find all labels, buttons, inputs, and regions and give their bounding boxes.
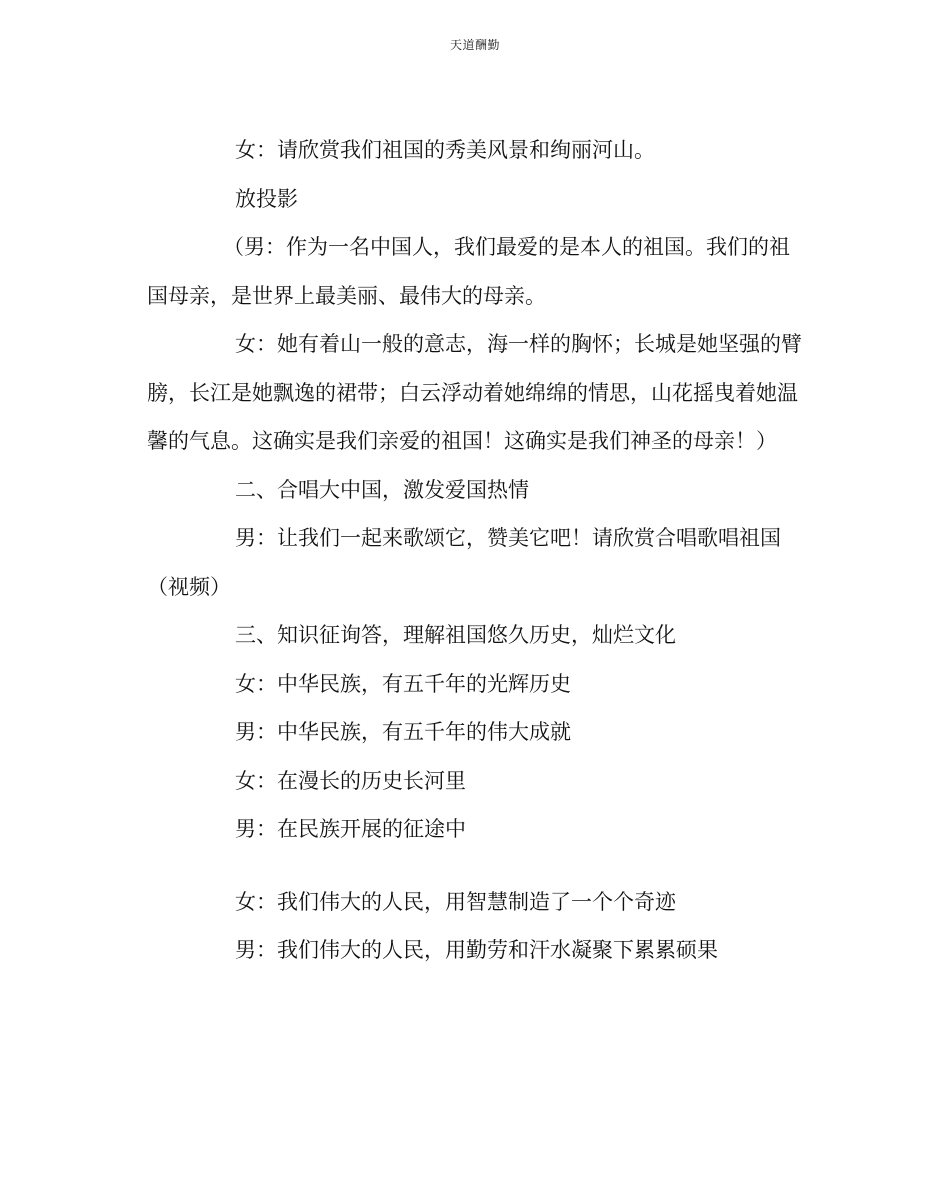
paragraph-line: 女：在漫长的历史长河里	[235, 768, 466, 793]
paragraph-line: 女：中华民族，有五千年的光辉历史	[235, 671, 571, 696]
paragraph-line: 女：请欣赏我们祖国的秀美风景和绚丽河山。	[235, 138, 655, 162]
paragraph-line: 男：让我们一起来歌颂它，赞美它吧！请欣赏合唱歌唱祖国（视频）	[147, 526, 781, 599]
paragraph-line: 女：她有着山一般的意志，海一样的胸怀；长城是她坚强的臂膀，长江是她飘逸的裙带；白云浮动着她绵绵的情思，山花摇曳着她温馨的气息。这确实是我们亲爱的祖国！这确实是我们神圣的母亲！）	[147, 332, 802, 453]
section-heading: 三、知识征询答，理解祖国悠久历史，灿烂文化	[235, 623, 676, 647]
paragraph-line: 男：在民族开展的征途中	[235, 817, 466, 841]
paragraph-line: 放投影	[235, 186, 298, 211]
paragraph-line: 男：中华民族，有五千年的伟大成就	[235, 720, 571, 744]
page-header: 天道酬勤	[449, 38, 500, 52]
document-body	[147, 126, 807, 975]
paragraph-line: 男：我们伟大的人民，用勤劳和汗水凝聚下累累硕果	[235, 938, 718, 962]
paragraph-line: 女：我们伟大的人民，用智慧制造了一个个奇迹	[235, 889, 676, 914]
paragraph-line: （男：作为一名中国人，我们最爱的是本人的祖国。我们的祖国母亲，是世界上最美丽、最伟大的母亲。	[147, 235, 790, 308]
section-heading: 二、合唱大中国，激发爱国热情	[235, 477, 529, 502]
